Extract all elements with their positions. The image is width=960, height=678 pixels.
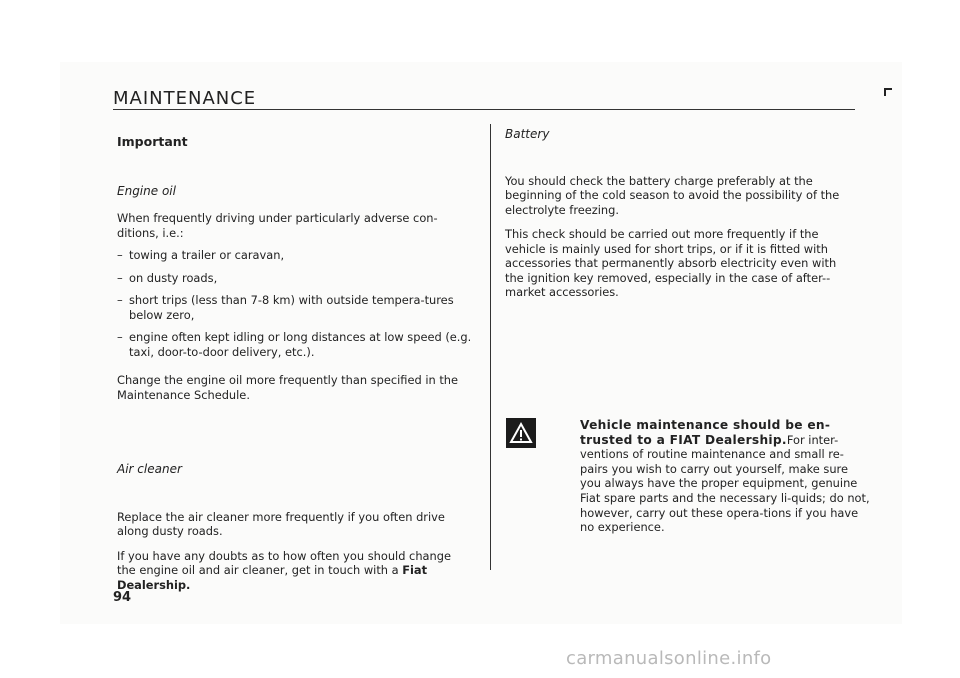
air-cleaner-contact <box>117 549 472 593</box>
engine-oil-heading: Engine oil <box>117 183 176 198</box>
note-bold-lead: Vehicle maintenance should be en-trusted to a FIAT Dealership. <box>580 418 831 447</box>
warning-triangle-icon <box>506 418 536 448</box>
note-body: For inter-ventions of routine maintenance and small re-pairs you wish to carry out yourself, make sure you always have the proper equipment, genuine Fiat spare parts and the necessary li-quids; do not, however, carry out these opera-tions if you have no experience. <box>580 432 870 535</box>
page-title: MAINTENANCE <box>113 88 257 109</box>
list-item: – on dusty roads, <box>117 270 218 285</box>
list-item-text: short trips (less than 7-8 km) with outside tempera-tures below zero, <box>129 293 454 322</box>
list-item-text: towing a trailer or caravan, <box>129 248 285 262</box>
fiat-dealership-bold: Fiat Dealership. <box>117 563 428 592</box>
engine-oil-conclusion: Change the engine oil more frequently than specified in the Maintenance Schedule. <box>117 373 459 402</box>
page-number: 94 <box>113 590 132 605</box>
list-item-text: on dusty roads, <box>129 270 218 285</box>
important-heading: Important <box>117 134 188 149</box>
air-cleaner-text: Replace the air cleaner more frequently if you often drive along dusty roads. <box>117 509 445 538</box>
right-column <box>505 127 857 300</box>
header-divider <box>113 109 855 110</box>
maintenance-note <box>580 418 870 535</box>
air-cleaner-heading: Air cleaner <box>117 462 182 476</box>
list-item: – towing a trailer or caravan, <box>117 248 285 262</box>
column-divider <box>490 124 491 570</box>
engine-oil-intro: When frequently driving under particularly adverse con-ditions, i.e.: <box>117 211 438 240</box>
list-item: – short trips (less than 7-8 km) with outside tempera-tures below zero, <box>117 293 454 322</box>
list-item-text: engine often kept idling or long distances at low speed (e.g. taxi, door-to-door delivery, etc.). <box>129 330 472 359</box>
crop-mark <box>884 88 892 96</box>
warning-icon <box>506 418 536 448</box>
left-column <box>117 135 477 592</box>
watermark: carmanualsonline.info <box>566 648 772 669</box>
battery-heading: Battery <box>505 127 550 141</box>
battery-paragraph-2: This check should be carried out more frequently if the vehicle is mainly used for short trips, or if it is fitted with accessories that permanently absorb electricity even with the ignition key removed, especially in the case of after--market accessories. <box>505 227 837 299</box>
battery-paragraph-1: You should check the battery charge preferably at the beginning of the cold season to avoid the possibility of the electrolyte freezing. <box>505 173 840 217</box>
air-cleaner-contact-text: If you have any doubts as to how often you should change the engine oil and air cleaner, get in touch with a <box>117 548 451 577</box>
list-item: – engine often kept idling or long distances at low speed (e.g. taxi, door-to-door delivery, etc.). <box>117 330 472 359</box>
